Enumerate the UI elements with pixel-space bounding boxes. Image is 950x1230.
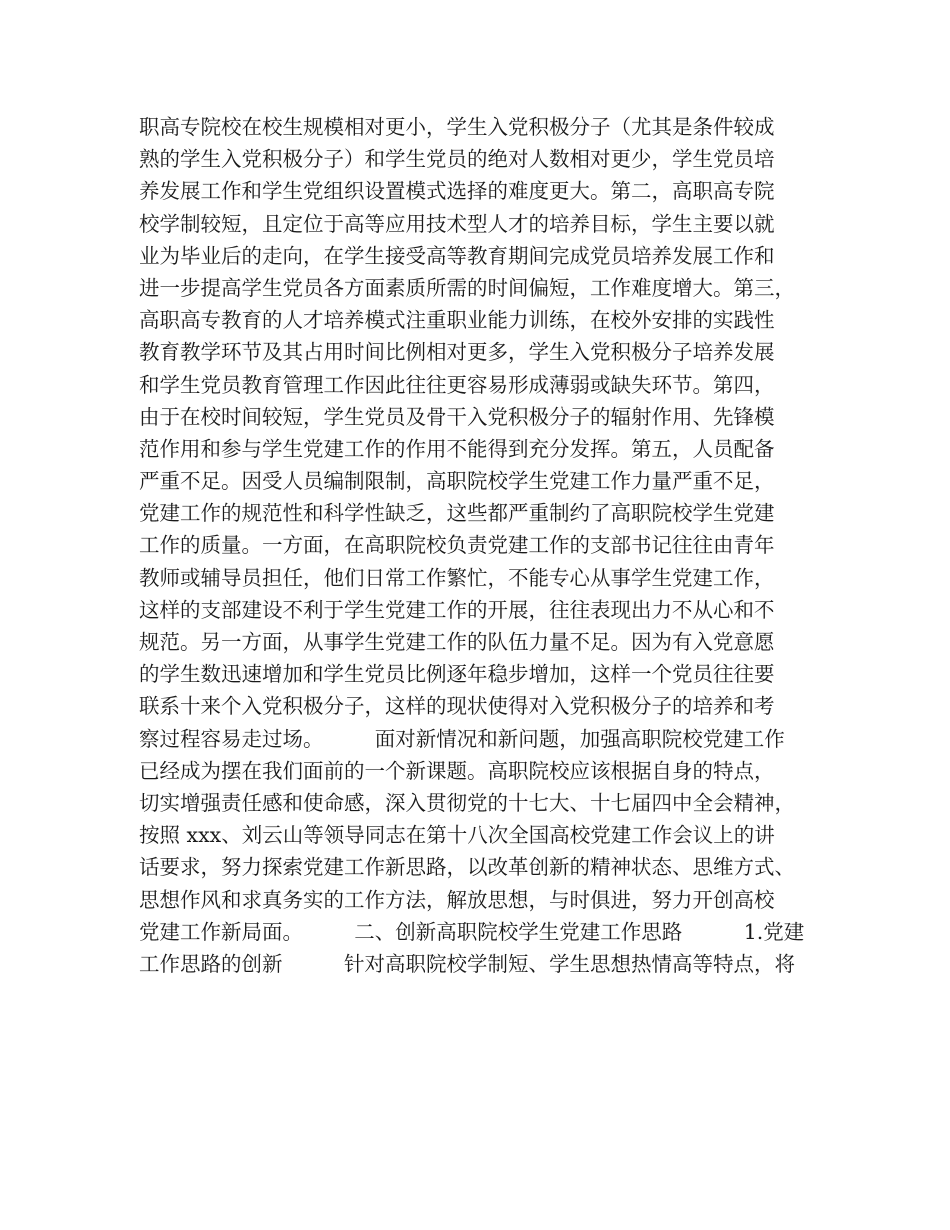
text-line: 已经成为摆在我们面前的一个新课题。高职院校应该根据自身的特点， (139, 758, 775, 783)
text-line: 话要求，努力探索党建工作新思路，以改革创新的精神状态、思维方式、 (139, 855, 795, 880)
text-line: 校学制较短，且定位于高等应用技术型人才的培养目标，学生主要以就 (139, 211, 775, 236)
text-line: 进一步提高学生党员各方面素质所需的时间偏短，工作难度增大。第三， (139, 275, 795, 300)
text-line: 党建工作的规范性和科学性缺乏，这些都严重制约了高职院校学生党建 (139, 501, 775, 526)
text-line: 和学生党员教育管理工作因此往往更容易形成薄弱或缺失环节。第四， (139, 372, 775, 397)
text-line: 严重不足。因受人员编制限制，高职院校学生党建工作力量严重不足， (139, 469, 775, 494)
text-line: 教育教学环节及其占用时间比例相对更多，学生入党积极分子培养发展 (139, 340, 775, 365)
text-line: 由于在校时间较短，学生党员及骨干入党积极分子的辐射作用、先锋模 (139, 404, 775, 429)
text-line: 按照 xxx、刘云山等领导同志在第十八次全国高校党建工作会议上的讲 (139, 823, 775, 848)
text-line: 切实增强责任感和使命感，深入贯彻党的十七大、十七届四中全会精神， (139, 790, 795, 815)
text-line: 熟的学生入党积极分子）和学生党员的绝对人数相对更少，学生党员培 (139, 147, 775, 172)
text-line: 高职高专教育的人才培养模式注重职业能力训练，在校外安排的实践性 (139, 308, 775, 333)
text-line: 联系十来个入党积极分子，这样的现状使得对入党积极分子的培养和考 (139, 694, 775, 719)
text-line: 党建工作新局面。 二、创新高职院校学生党建工作思路 1.党建 (139, 919, 805, 944)
text-line: 思想作风和求真务实的工作方法，解放思想，与时俱进，努力开创高校 (139, 887, 775, 912)
text-line: 这样的支部建设不利于学生党建工作的开展，往往表现出力不从心和不 (139, 597, 775, 622)
text-line: 职高专院校在校生规模相对更小，学生入党积极分子（尤其是条件较成 (139, 115, 775, 139)
text-line: 的学生数迅速增加和学生党员比例逐年稳步增加，这样一个党员往往要 (139, 662, 775, 687)
text-line: 工作的质量。一方面，在高职院校负责党建工作的支部书记往往由青年 (139, 533, 775, 558)
text-line: 规范。另一方面，从事学生党建工作的队伍力量不足。因为有入党意愿 (139, 630, 775, 654)
body-text (139, 111, 839, 980)
text-line: 工作思路的创新 针对高职院校学制短、学生思想热情高等特点，将 (139, 951, 795, 976)
text-line: 教师或辅导员担任，他们日常工作繁忙，不能专心从事学生党建工作， (139, 565, 775, 590)
text-line: 范作用和参与学生党建工作的作用不能得到充分发挥。第五，人员配备 (139, 436, 775, 461)
text-line: 察过程容易走过场。 面对新情况和新问题，加强高职院校党建工作 (139, 726, 785, 751)
text-line: 业为毕业后的走向，在学生接受高等教育期间完成党员培养发展工作和 (139, 243, 775, 268)
text-line: 养发展工作和学生党组织设置模式选择的难度更大。第二，高职高专院 (139, 179, 775, 204)
